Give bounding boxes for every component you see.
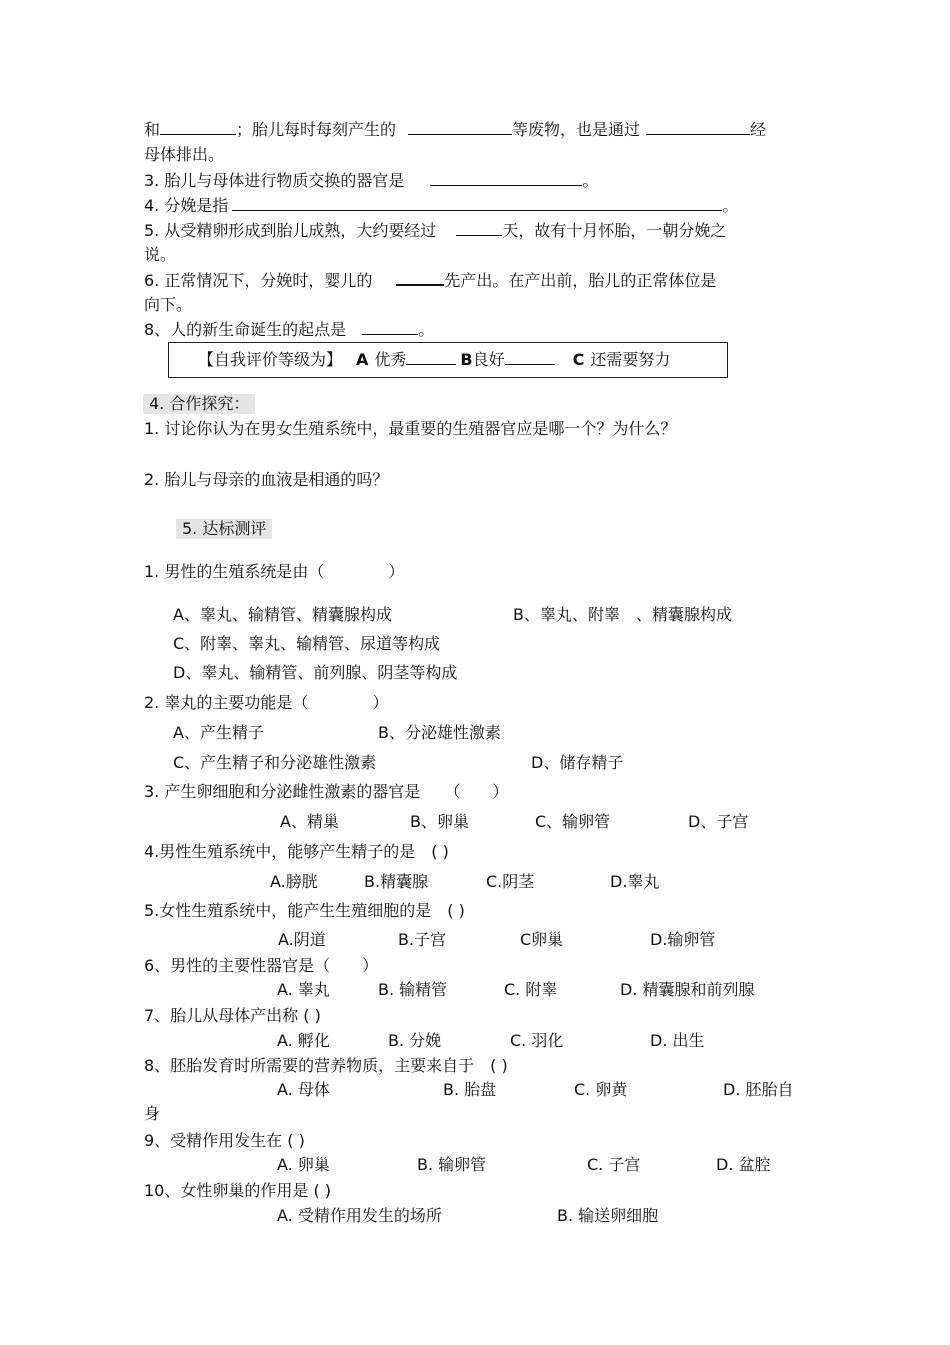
quiz-q8-option-c[interactable]: C. 卵黄 [574, 1080, 628, 1099]
quiz-q3-option-b[interactable]: B、卵巢 [410, 812, 469, 831]
quiz-q1: 1. 男性的生殖系统是由（ ） [144, 562, 405, 581]
quiz-q8-option-a[interactable]: A. 母体 [277, 1080, 330, 1099]
grade-b-blank[interactable] [505, 350, 555, 365]
quiz-q5-option-c[interactable]: C卵巢 [520, 930, 564, 949]
fill-q6 [144, 270, 716, 291]
quiz-q8-option-b[interactable]: B. 胎盘 [443, 1080, 497, 1099]
quiz-q7: 7、胎儿从母体产出称 ( ) [144, 1006, 321, 1025]
quiz-q9-option-c[interactable]: C. 子宫 [587, 1155, 641, 1174]
quiz-q5-option-b[interactable]: B.子宫 [398, 930, 447, 949]
section-5-title: 5. 达标测评 [176, 519, 272, 539]
question-text: 先产出。在产出前，胎儿的正常体位是 [444, 271, 717, 290]
quiz-q8: 8、胚胎发育时所需要的营养物质，主要来自于 ( ) [144, 1056, 508, 1075]
quiz-q1-option-b[interactable]: B、睾丸、附睾 、精囊腺构成 [513, 605, 732, 624]
quiz-q2-option-d[interactable]: D、储存精子 [531, 753, 624, 772]
fill-text: 等废物，也是通过 [512, 120, 641, 139]
quiz-q3: 3. 产生卵细胞和分泌雌性激素的器官是 （ ） [144, 782, 509, 801]
fill-q4 [144, 196, 738, 216]
fill-q3 [144, 171, 598, 191]
grade-c-letter: C [572, 350, 585, 369]
quiz-q9-option-d[interactable]: D. 盆腔 [716, 1155, 771, 1174]
quiz-q6-option-d[interactable]: D. 精囊腺和前列腺 [620, 980, 755, 999]
quiz-q9-option-a[interactable]: A. 卵巢 [277, 1155, 330, 1174]
question-text: 5. 从受精卵形成到胎儿成熟，大约要经过 [144, 221, 437, 240]
question-text: 天，故有十月怀胎，一朝分娩之 [502, 221, 727, 240]
grade-b-text: 良好 [472, 350, 505, 369]
self-eval-row [198, 350, 670, 370]
quiz-q10: 10、女性卵巢的作用是 ( ) [144, 1181, 332, 1200]
punctuation: 。 [722, 196, 739, 215]
fill-text: 和 [144, 120, 161, 139]
quiz-q5: 5.女性生殖系统中，能产生生殖细胞的是 ( ) [144, 901, 465, 920]
grade-a-letter: A [356, 350, 369, 369]
quiz-q2: 2. 睾丸的主要功能是（ ） [144, 693, 389, 712]
quiz-q3-option-c[interactable]: C、输卵管 [535, 812, 611, 831]
quiz-q10-option-b[interactable]: B. 输送卵细胞 [557, 1206, 659, 1225]
quiz-q1-option-c[interactable]: C、附睾、睾丸、输精管、尿道等构成 [173, 634, 441, 653]
quiz-q4-option-a[interactable]: A.膀胱 [270, 872, 318, 891]
answer-blank[interactable] [456, 221, 502, 236]
quiz-q7-option-d[interactable]: D. 出生 [650, 1031, 705, 1050]
quiz-q6-option-a[interactable]: A. 睾丸 [277, 980, 330, 999]
section-4-title: 4. 合作探究： [143, 394, 255, 414]
quiz-q1-option-d[interactable]: D、睾丸、输精管、前列腺、阴茎等构成 [173, 663, 458, 682]
quiz-q7-option-b[interactable]: B. 分娩 [388, 1031, 442, 1050]
grade-a-text: 优秀 [374, 350, 407, 369]
fill-q5 [144, 221, 726, 241]
fill-q8 [144, 320, 434, 340]
quiz-q9-option-b[interactable]: B. 输卵管 [417, 1155, 487, 1174]
quiz-q4: 4.男性生殖系统中，能够产生精子的是 ( ) [144, 842, 449, 861]
quiz-q10-option-a[interactable]: A. 受精作用发生的场所 [277, 1206, 442, 1225]
grade-c-text: 还需要努力 [590, 350, 671, 369]
quiz-q1-option-a[interactable]: A、睾丸、输精管、精囊腺构成 [173, 605, 392, 624]
quiz-q3-option-d[interactable]: D、子宫 [688, 812, 749, 831]
question-text: 3. 胎儿与母体进行物质交换的器官是 [144, 171, 405, 190]
quiz-q6-option-c[interactable]: C. 附睾 [504, 980, 558, 999]
quiz-q7-option-a[interactable]: A. 孵化 [277, 1031, 330, 1050]
quiz-q2-option-c[interactable]: C、产生精子和分泌雄性激素 [173, 753, 377, 772]
quiz-q5-option-d[interactable]: D.输卵管 [650, 930, 716, 949]
grade-b-letter: B [460, 350, 473, 369]
quiz-q4-option-c[interactable]: C.阴茎 [486, 872, 535, 891]
quiz-q3-option-a[interactable]: A、精巢 [280, 812, 339, 831]
fill-q6-cont: 向下。 [144, 295, 193, 314]
answer-blank[interactable] [396, 270, 444, 286]
grade-a-blank[interactable] [406, 350, 456, 365]
fill-line-1-cont: 母体排出。 [144, 145, 225, 164]
answer-blank[interactable] [646, 120, 750, 135]
section-4-q1: 1. 讨论你认为在男女生殖系统中，最重要的生殖器官应是哪一个？为什么？ [144, 419, 677, 438]
fill-text: ；胎儿每时每刻产生的 [236, 120, 397, 139]
quiz-q6: 6、男性的主要性器官是（ ） [144, 956, 379, 975]
section-4-q2: 2. 胎儿与母亲的血液是相通的吗？ [144, 470, 389, 489]
quiz-q5-option-a[interactable]: A.阴道 [278, 930, 326, 949]
quiz-q2-option-a[interactable]: A、产生精子 [173, 723, 264, 742]
question-text: 6. 正常情况下，分娩时，婴儿的 [144, 271, 373, 290]
question-text: 4. 分娩是指 [144, 196, 229, 215]
quiz-q6-option-b[interactable]: B. 输精管 [378, 980, 448, 999]
answer-blank[interactable] [408, 120, 512, 135]
quiz-q4-option-b[interactable]: B.精囊腺 [364, 872, 429, 891]
fill-text: 经 [750, 120, 767, 139]
answer-blank[interactable] [430, 171, 582, 186]
answer-blank[interactable] [160, 120, 236, 135]
answer-blank[interactable] [232, 196, 722, 211]
quiz-q8-option-d[interactable]: D. 胚胎自 [723, 1080, 794, 1099]
fill-q5-cont: 说。 [144, 245, 177, 264]
quiz-q8-option-d-cont: 身 [144, 1104, 161, 1123]
question-text: 8、人的新生命诞生的起点是 [144, 320, 347, 339]
punctuation: 。 [418, 320, 435, 339]
punctuation: 。 [582, 171, 599, 190]
fill-line-1 [144, 120, 766, 140]
answer-blank[interactable] [362, 320, 418, 335]
self-eval-label: 【自我评价等级为】 [198, 350, 343, 369]
quiz-q9: 9、受精作用发生在 ( ) [144, 1131, 305, 1150]
quiz-q7-option-c[interactable]: C. 羽化 [510, 1031, 564, 1050]
quiz-q2-option-b[interactable]: B、分泌雄性激素 [378, 723, 501, 742]
quiz-q4-option-d[interactable]: D.睾丸 [610, 872, 660, 891]
